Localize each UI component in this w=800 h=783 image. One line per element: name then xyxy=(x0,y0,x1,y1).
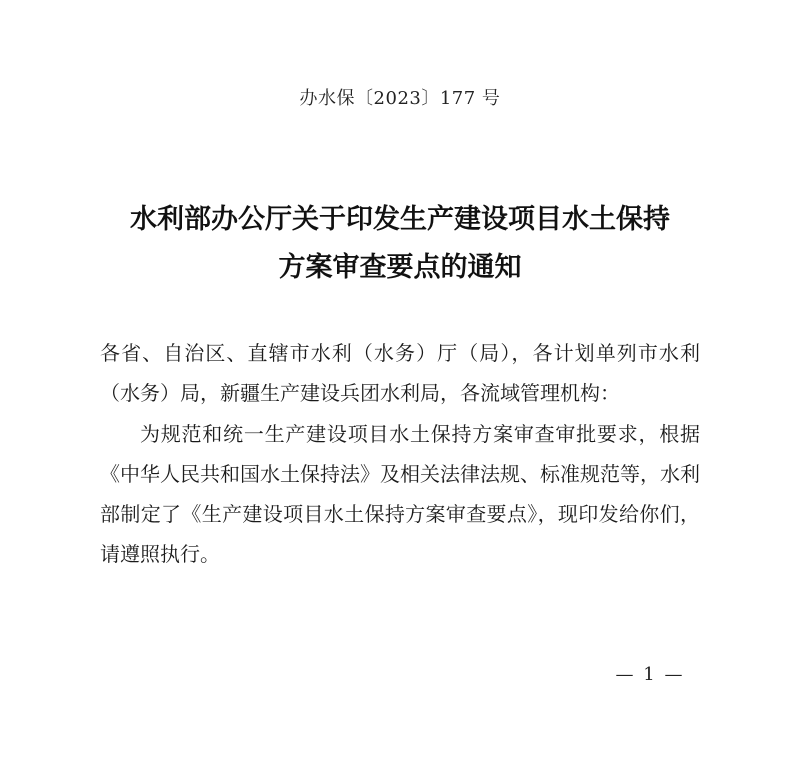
page-number: — 1 — xyxy=(615,664,685,685)
title-line-2: 方案审查要点的通知 xyxy=(278,252,522,283)
salutation-paragraph: 各省、自治区、直辖市水利（水务）厅（局），各计划单列市水利（水务）局，新疆生产建设兵团水利局，各流域管理机构： xyxy=(100,341,700,405)
document-title xyxy=(60,196,740,292)
document-number: 办水保〔2023〕177 号 xyxy=(299,88,501,109)
title-line-1: 水利部办公厅关于印发生产建设项目水土保持 xyxy=(130,204,670,235)
body-paragraph: 为规范和统一生产建设项目水土保持方案审查审批要求，根据《中华人民共和国水土保持法》及相关法律法规、标准规范等，水利部制定了《生产建设项目水土保持方案审查要点》，现印发给你们，请遵照执行。 xyxy=(100,422,700,566)
